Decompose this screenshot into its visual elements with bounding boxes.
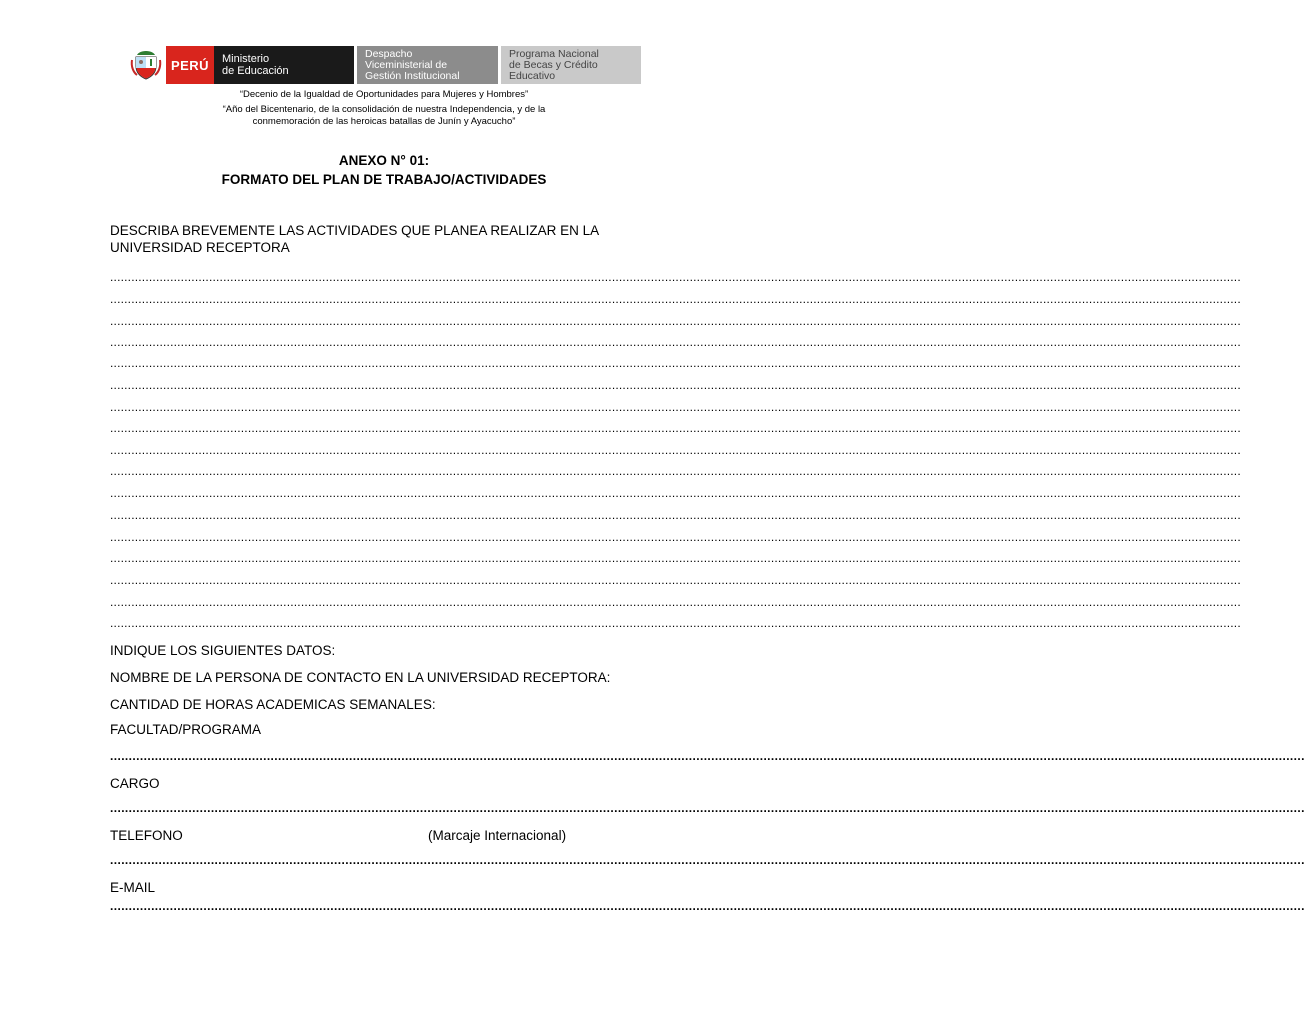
decenio-quote: “Decenio de la Igualdad de Oportunidades para Mujeres y Hombres” <box>239 89 529 100</box>
activity-dotted-line[interactable]: ................................................................................................................................................................................................................................................................................................................................ <box>110 314 1241 328</box>
peru-coat-of-arms-icon <box>126 46 166 84</box>
cargo-input-line[interactable]: ................................................................................................................................................................................................................................................................................................................................ <box>110 801 1305 815</box>
instruction-line1: DESCRIBA BREVEMENTE LAS ACTIVIDADES QUE PLANEA REALIZAR EN LA <box>110 223 600 238</box>
despacho-line2: Viceministerial de <box>365 58 448 71</box>
cargo-label: CARGO <box>110 776 160 791</box>
programa-nacional-becas-logo <box>501 46 641 84</box>
indique-datos-label: INDIQUE LOS SIGUIENTES DATOS: <box>110 643 336 658</box>
marcaje-internacional-note: (Marcaje Internacional) <box>428 828 567 843</box>
email-label: E-MAIL <box>110 880 156 895</box>
activity-dotted-line[interactable]: ................................................................................................................................................................................................................................................................................................................................ <box>110 551 1241 565</box>
programa-line2: de Becas y Crédito <box>509 58 598 71</box>
nombre-contacto-label: NOMBRE DE LA PERSONA DE CONTACTO EN LA UNIVERSIDAD RECEPTORA: <box>110 670 611 685</box>
activity-dotted-line[interactable]: ................................................................................................................................................................................................................................................................................................................................ <box>110 292 1241 306</box>
ministerio-line2: de Educación <box>222 65 289 77</box>
activity-dotted-line[interactable]: ................................................................................................................................................................................................................................................................................................................................ <box>110 486 1241 500</box>
telefono-input-line[interactable]: ................................................................................................................................................................................................................................................................................................................................ <box>110 853 1305 867</box>
facultad-programa-label: FACULTAD/PROGRAMA <box>110 722 262 737</box>
header-banner <box>126 46 641 84</box>
anio-quote-line2: conmemoración de las heroicas batallas de Junín y Ayacucho” <box>252 116 516 127</box>
instruction-line2: UNIVERSIDAD RECEPTORA <box>110 240 290 255</box>
activity-dotted-line[interactable]: ................................................................................................................................................................................................................................................................................................................................ <box>110 335 1241 349</box>
annex-title: ANEXO N° 01: <box>338 153 430 168</box>
facultad-programa-input-line[interactable]: ................................................................................................................................................................................................................................................................................................................................ <box>110 749 1305 763</box>
activity-dotted-line[interactable]: ................................................................................................................................................................................................................................................................................................................................ <box>110 270 1241 284</box>
activity-dotted-line[interactable]: ................................................................................................................................................................................................................................................................................................................................ <box>110 573 1241 587</box>
despacho-line1: Despacho <box>365 47 413 60</box>
horas-academicas-label: CANTIDAD DE HORAS ACADEMICAS SEMANALES: <box>110 697 436 712</box>
ministerio-line1: Ministerio <box>222 53 270 65</box>
peru-label: PERÚ <box>170 57 210 73</box>
peru-logo <box>166 46 214 84</box>
activity-dotted-line[interactable]: ................................................................................................................................................................................................................................................................................................................................ <box>110 443 1241 457</box>
anio-quote <box>0 104 768 128</box>
telefono-label: TELEFONO <box>110 828 183 843</box>
activity-dotted-line[interactable]: ................................................................................................................................................................................................................................................................................................................................ <box>110 378 1241 392</box>
despacho-line3: Gestión Institucional <box>365 69 460 82</box>
activity-dotted-line[interactable]: ................................................................................................................................................................................................................................................................................................................................ <box>110 464 1241 478</box>
activity-dotted-line[interactable]: ................................................................................................................................................................................................................................................................................................................................ <box>110 421 1241 435</box>
email-input-line[interactable]: ................................................................................................................................................................................................................................................................................................................................ <box>110 899 1305 913</box>
annex-subtitle: FORMATO DEL PLAN DE TRABAJO/ACTIVIDADES <box>221 172 547 187</box>
programa-line3: Educativo <box>509 69 556 82</box>
ministerio-educacion-logo <box>214 46 354 84</box>
activity-dotted-line[interactable]: ................................................................................................................................................................................................................................................................................................................................ <box>110 616 1241 630</box>
anio-quote-line1: “Año del Bicentenario, de la consolidación de nuestra Independencia, y de la <box>222 104 546 115</box>
activity-dotted-line[interactable]: ................................................................................................................................................................................................................................................................................................................................ <box>110 400 1241 414</box>
despacho-viceministerial-logo <box>357 46 498 84</box>
activity-dotted-line[interactable]: ................................................................................................................................................................................................................................................................................................................................ <box>110 595 1241 609</box>
activity-dotted-line[interactable]: ................................................................................................................................................................................................................................................................................................................................ <box>110 530 1241 544</box>
activity-dotted-line[interactable]: ................................................................................................................................................................................................................................................................................................................................ <box>110 508 1241 522</box>
programa-line1: Programa Nacional <box>509 47 599 60</box>
activity-dotted-line[interactable]: ................................................................................................................................................................................................................................................................................................................................ <box>110 356 1241 370</box>
